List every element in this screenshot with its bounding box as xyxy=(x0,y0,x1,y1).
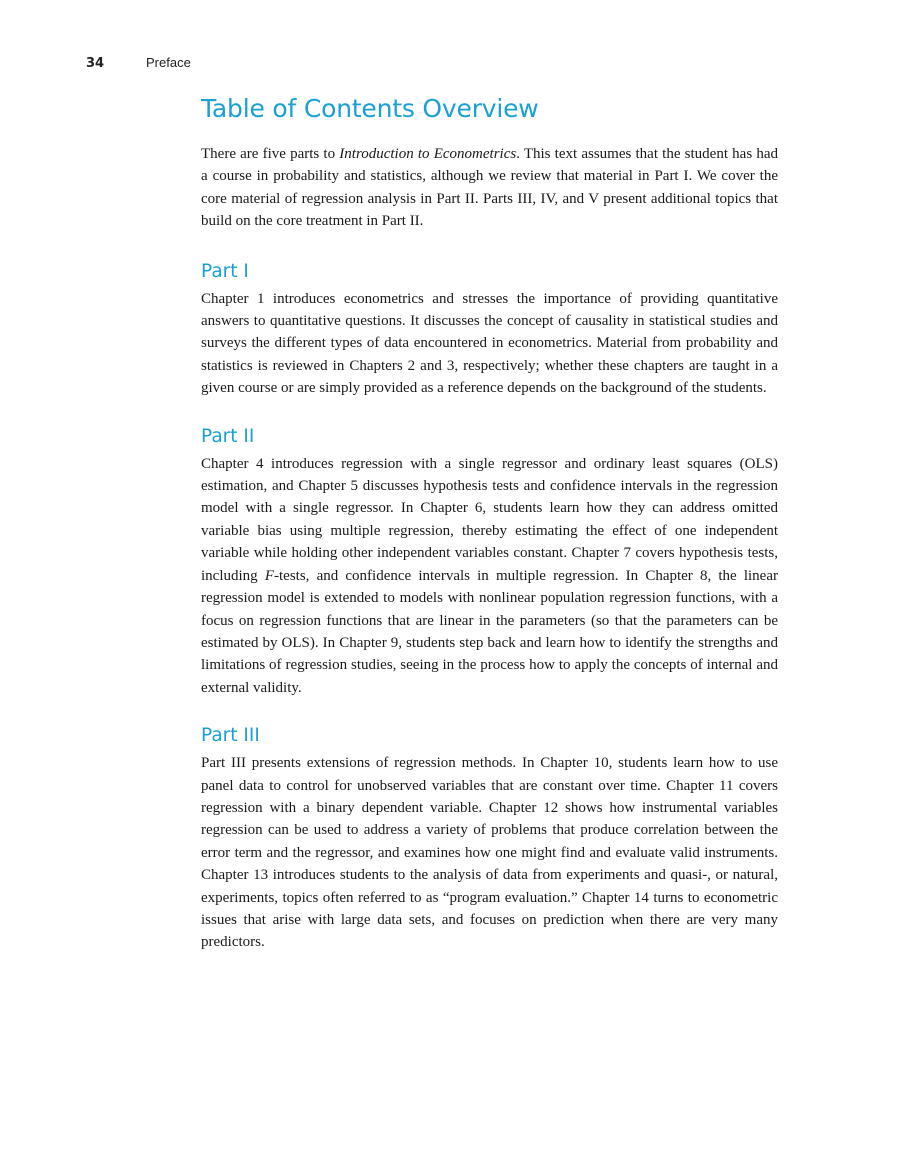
part-text-after: -tests, and confidence intervals in multiple regression. In Chapter 8, the linear regression model is extended to models with nonlinear population regression functions, with a focus on regression functions that are linear in the parameters (so that the parameters can be estimated by OLS). In Chapter 9, students step back and learn how to identify the strengths and limitations of regression studies, seeing in the process how to apply the concepts of internal and external validity. xyxy=(201,567,778,696)
intro-paragraph xyxy=(201,143,778,233)
f-test-italic: F xyxy=(264,567,274,584)
intro-text-after: . This text assumes that the student has had a course in probability and statistics, although we review that material in Part I. We cover the core material of regression analysis in Part II. Parts III, IV, and V present additional topics that build on the core treatment in Part II. xyxy=(201,146,778,230)
part-text-before: Chapter 4 introduces regression with a single regressor and ordinary least squares (OLS) estimation, and Chapter 5 discusses hypothesis tests and confidence intervals in the regression model with a single regressor. In Chapter 6, students learn how they can address omitted variable bias using multiple regression, thereby estimating the effect of one independent variable while holding other independent variables constant. Chapter 7 covers hypothesis tests, including xyxy=(201,455,778,584)
part-paragraph: Chapter 1 introduces econometrics and stresses the importance of providing quantitative answers to quantitative questions. It discusses the concept of causality in statistical studies and surveys the different types of data encountered in econometrics. Material from probability and statistics is reviewed in Chapters 2 and 3, respectively; whether these chapters are taught in a given course or are simply provided as a reference depends on the background of the students. xyxy=(201,290,778,397)
running-head-section: Preface xyxy=(146,55,191,70)
part-section-3 xyxy=(201,725,778,954)
page-number: 34 xyxy=(86,56,105,71)
intro-text-before: There are five parts to xyxy=(201,146,340,162)
part-heading: Part II xyxy=(201,425,255,447)
page-title: Table of Contents Overview xyxy=(201,94,539,123)
part-paragraph: Part III presents extensions of regression methods. In Chapter 10, students learn how to use panel data to control for unobserved variables that are constant over time. Chapter 11 covers regression with a binary dependent variable. Chapter 12 shows how instrumental variables regression can be used to address a variety of problems that produce correlation between the error term and the regressor, and examines how one might find and evaluate valid instruments. Chapter 13 introduces students to the analysis of data from experiments and quasi-, or natural, experiments, topics often referred to as “program evaluation.” Chapter 14 turns to econometric issues that arise with large data sets, and focuses on prediction when there are very many predictors. xyxy=(201,755,778,951)
part-paragraph xyxy=(201,453,778,699)
page-content xyxy=(201,94,778,980)
part-heading: Part I xyxy=(201,260,249,282)
book-title: Introduction to Econometrics xyxy=(339,146,517,162)
part-section-1 xyxy=(201,261,778,400)
running-head xyxy=(86,55,191,71)
part-heading: Part III xyxy=(201,725,260,747)
part-section-2 xyxy=(201,426,778,699)
